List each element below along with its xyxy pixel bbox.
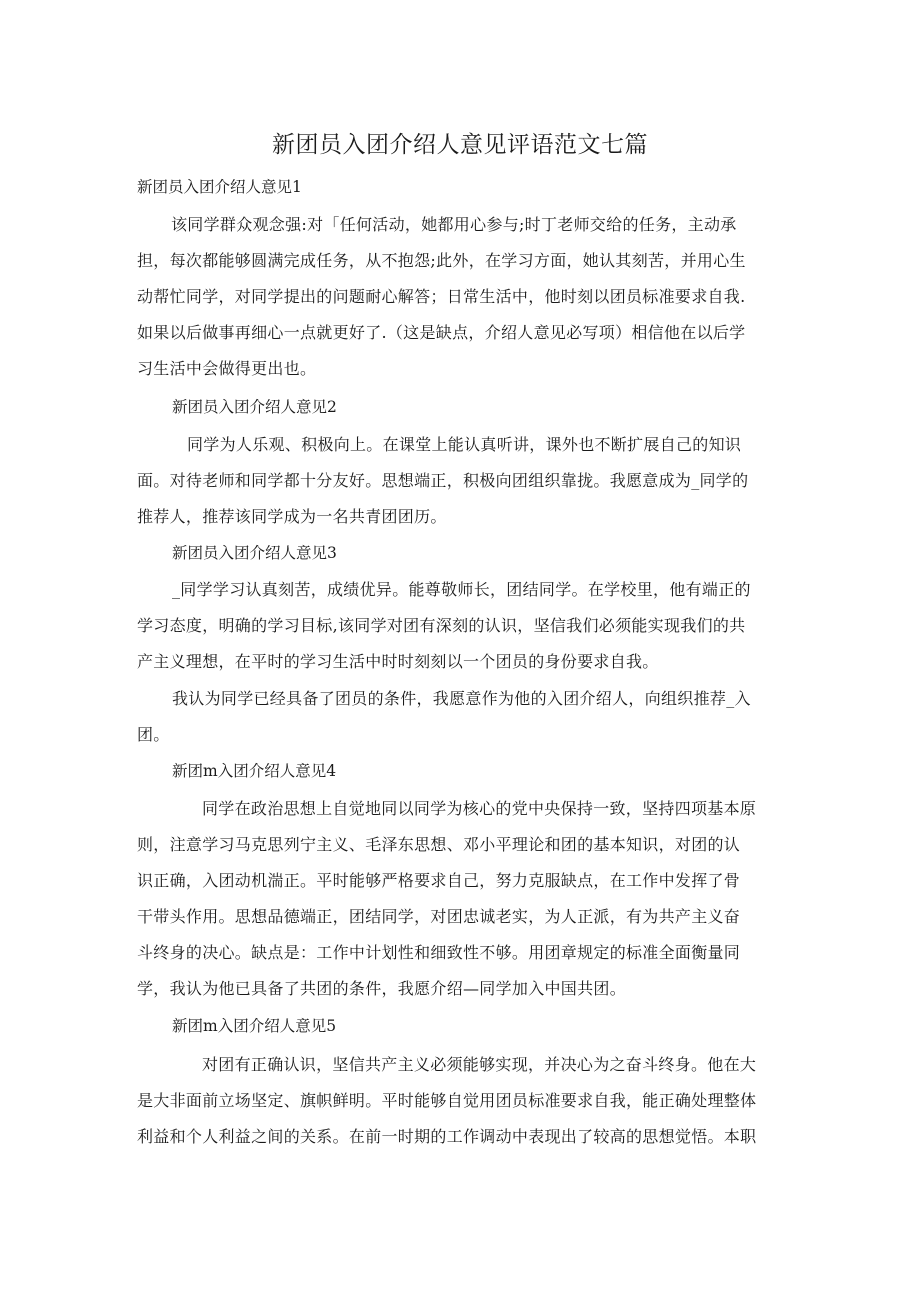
paragraph-line: 团。 — [137, 725, 170, 744]
paragraph-line: 习生活中会做得更出也。 — [137, 359, 317, 378]
paragraph-line: 斗终身的决心。缺点是：工作中计划性和细致性不够。用团章规定的标准全面衡量同 — [137, 943, 741, 962]
paragraph-line: 同学在政治思想上自觉地同以同学为核心的党中央保持一致，坚持四项基本原 — [202, 799, 757, 818]
paragraph-line: 产主义理想，在平时的学习生活中时时刻刻以一个团员的身份要求自我。 — [137, 652, 659, 671]
section-heading: 新团m入团介绍人意见5 — [172, 1017, 337, 1035]
paragraph-line: 识正确，入团动机湍正。平时能够严格要求自己，努力克服缺点，在工作中发挥了骨 — [137, 871, 741, 890]
paragraph-line: 干带头作用。思想品德端正，团结同学，对团忠诚老实，为人正派，有为共产主义奋 — [137, 907, 741, 926]
paragraph-line: 该同学群众观念强:对「任何活动，她都用心参与;时丁老师交给的任务，主动承 — [171, 215, 737, 234]
paragraph-line: _同学学习认真刻苦，成绩优异。能尊敬师长，团结同学。在学校里，他有端正的 — [172, 580, 751, 599]
paragraph-line: 动帮忙同学，对同学提出的问题耐心解答；日常生活中，他时刻以团员标准要求自我. — [137, 287, 746, 306]
section-heading: 新团员入团介绍人意见3 — [172, 544, 337, 562]
section-heading: 新团员入团介绍人意见1 — [137, 178, 302, 196]
paragraph-line: 我认为同学已经具备了团员的条件，我愿意作为他的入团介绍人，向组织推荐_入 — [172, 689, 751, 708]
paragraph-line: 学习态度，明确的学习目标,该同学对团有深刻的认识，坚信我们必须能实现我们的共 — [137, 616, 746, 635]
paragraph-line: 是大非面前立场坚定、旗帜鲜明。平时能够自觉用团员标准要求自我，能正确处理整体 — [137, 1091, 757, 1110]
paragraph-line: 推荐人，推荐该同学成为一名共青团团历。 — [137, 507, 447, 526]
paragraph-line: 同学为人乐观、积极向上。在课堂上能认真听讲，课外也不断扩展自己的知识 — [187, 435, 742, 454]
document-title: 新团员入团介绍人意见评语范文七篇 — [272, 132, 648, 158]
paragraph-line: 则，注意学习马克思列宁主义、毛泽东思想、邓小平理论和团的基本知识，对团的认 — [137, 835, 741, 854]
paragraph-line: 对团有正确认识，坚信共产主义必须能够实现，并决心为之奋斗终身。他在大 — [202, 1055, 757, 1074]
paragraph-line: 学，我认为他已具备了共团的条件，我愿介绍—同学加入中国共团。 — [137, 979, 627, 998]
section-heading: 新团员入团介绍人意见2 — [172, 398, 337, 416]
paragraph-line: 如果以后做事再细心一点就更好了.（这是缺点，介绍人意见必写项）相信他在以后学 — [137, 323, 746, 342]
paragraph-line: 担，每次都能够圆满完成任务，从不抱怨;此外，在学习方面，她认其刻苦，并用心生 — [137, 251, 746, 270]
paragraph-line: 面。对待老师和同学都十分友好。思想端正，积极向团组织靠拢。我愿意成为_同学的 — [137, 471, 749, 490]
paragraph-line: 利益和个人利益之间的关系。在前一时期的工作调动中表现出了较高的思想觉悟。本职 — [137, 1127, 757, 1146]
section-heading: 新团m入团介绍人意见4 — [172, 762, 337, 780]
